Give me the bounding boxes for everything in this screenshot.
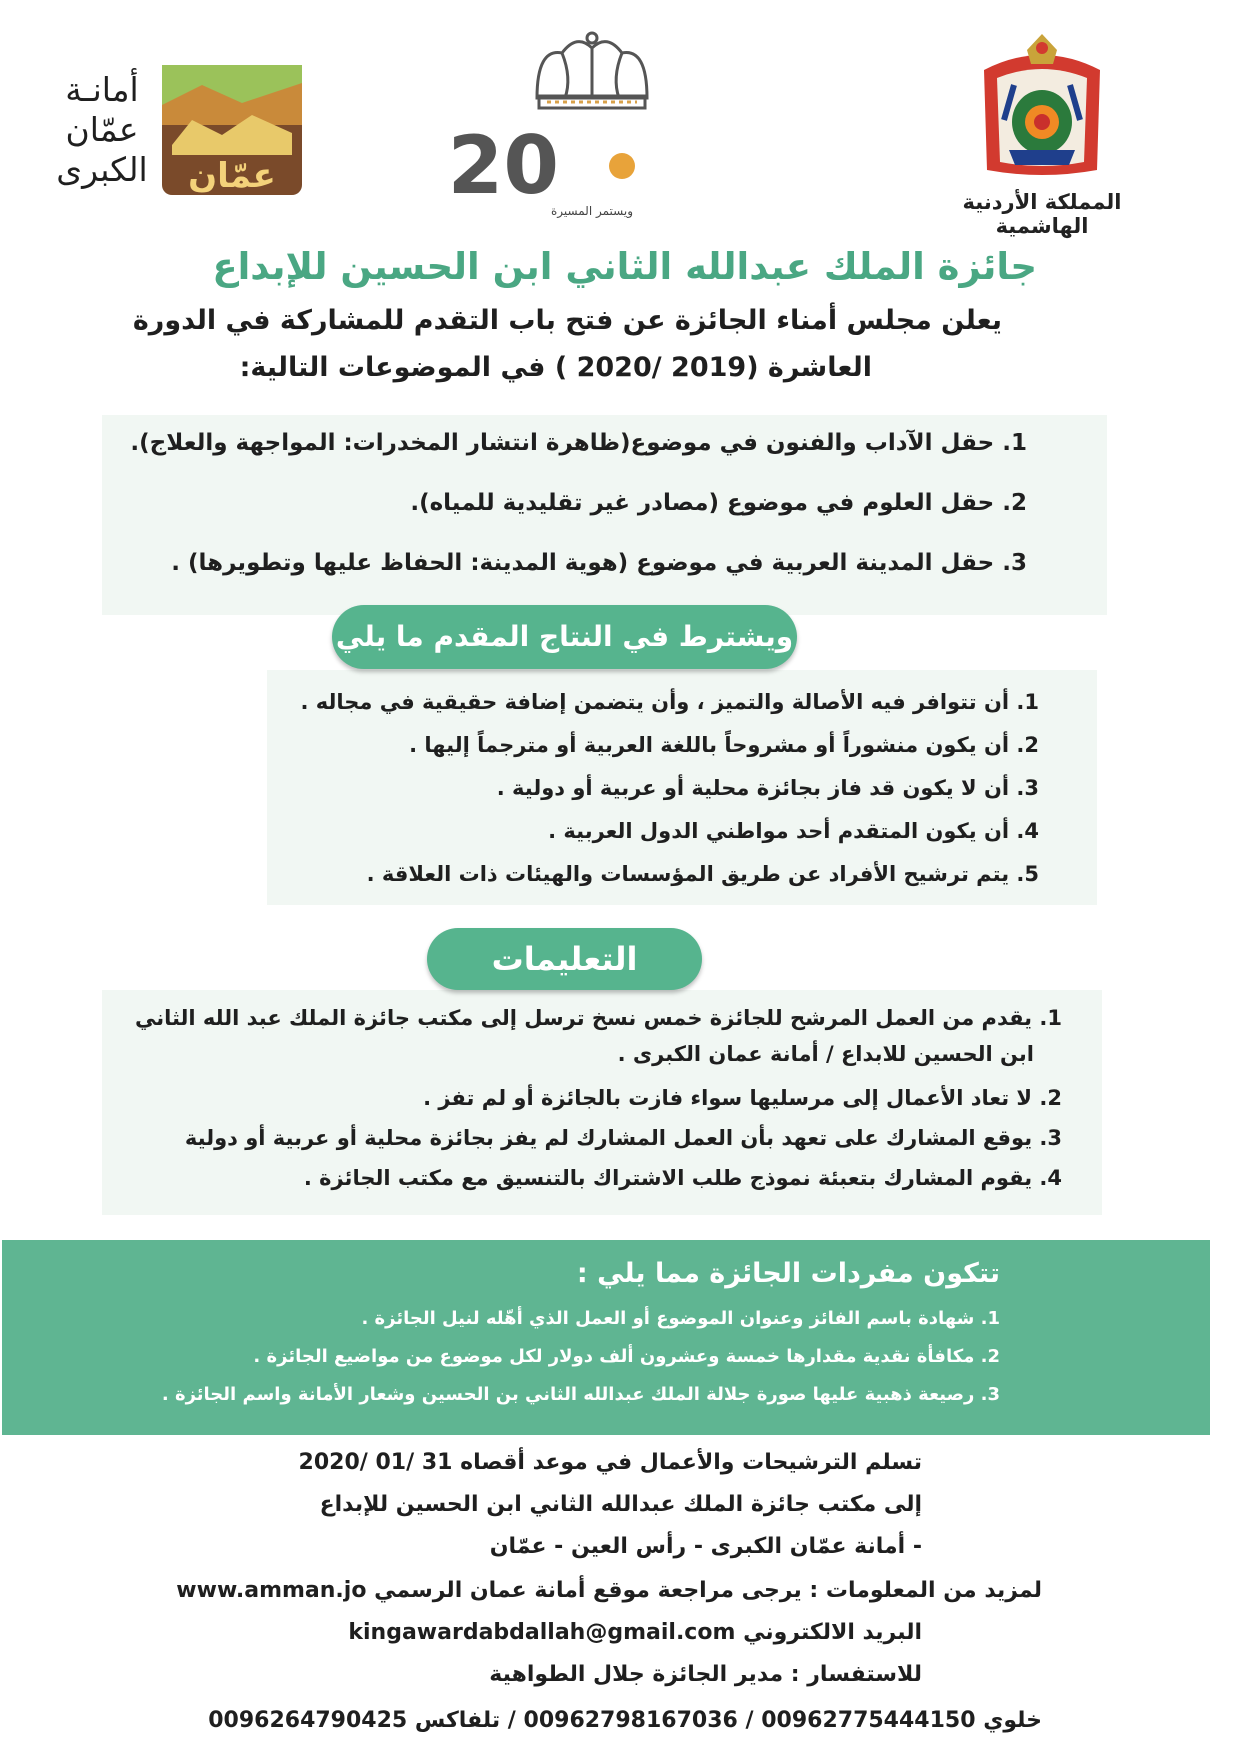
amman-logo-mark: عمّان — [188, 156, 276, 196]
instruction-item-2 — [102, 1080, 1062, 1116]
conditions-list — [267, 670, 1097, 905]
announcement-line-1: يعلن مجلس أمناء الجائزة عن فتح باب التقدم للمشاركة في الدورة — [132, 305, 1002, 336]
amman-logo-line-3: الكبرى — [56, 150, 148, 189]
condition-text: أن يكون المتقدم أحد مواطني الدول العربية . — [548, 819, 1010, 843]
anniversary-number: 20 — [447, 119, 559, 212]
footer-address: - أمانة عمّان الكبرى - رأس العين - عمّان — [489, 1534, 922, 1559]
footer-inquiry: للاستفسار : مدير الجائزة جلال الطواهية — [489, 1662, 922, 1687]
announcement-line-2: العاشرة (2019 /2020 ) في الموضوعات التالية: — [239, 352, 872, 383]
field-item-3 — [67, 550, 1027, 576]
condition-item-1 — [279, 690, 1039, 714]
fax-label: تلفاكس — [414, 1708, 501, 1733]
jordan-coat-of-arms-logo — [957, 30, 1127, 238]
instruction-item-3 — [102, 1120, 1062, 1156]
footer-info-line — [82, 1578, 1042, 1603]
field-item-1 — [67, 430, 1027, 456]
field-text: حقل الآداب والفنون في موضوع(ظاهرة انتشار المخدرات: المواجهة والعلاج). — [130, 430, 995, 456]
condition-text: يتم ترشيح الأفراد عن طريق المؤسسات والهيئات ذات العلاقة . — [366, 862, 1010, 886]
prize-heading: تتكون مفردات الجائزة مما يلي : — [576, 1258, 1000, 1289]
instruction-text: يوقع المشارك على تعهد بأن العمل المشارك لم يفز بجائزة محلية أو عربية أو دولية — [184, 1126, 1033, 1150]
condition-item-5 — [279, 862, 1039, 886]
condition-number: 3. — [1016, 776, 1039, 800]
condition-text: أن لا يكون قد فاز بجائزة محلية أو عربية أو دولية . — [496, 776, 1010, 800]
field-text: حقل العلوم في موضوع (مصادر غير تقليدية للمياه). — [410, 490, 995, 516]
field-item-2 — [67, 490, 1027, 516]
phone-separator: / — [507, 1708, 516, 1733]
field-text: حقل المدينة العربية في موضوع (هوية المدينة: الحفاظ عليها وتطويرها) . — [171, 550, 995, 576]
field-number: 2. — [1002, 490, 1027, 516]
condition-number: 5. — [1016, 862, 1039, 886]
mobile-label: خلوي — [983, 1708, 1042, 1733]
footer-deadline: تسلم الترشيحات والأعمال في موعد أقصاه 31 /01 /2020 — [298, 1450, 922, 1475]
prize-text: مكافأة نقدية مقدارها خمسة وعشرون ألف دولار لكل موضوع من مواضيع الجائزة . — [253, 1346, 975, 1367]
phone-separator: / — [745, 1708, 754, 1733]
condition-item-2 — [279, 733, 1039, 757]
instructions-heading: التعليمات — [427, 928, 702, 990]
condition-item-3 — [279, 776, 1039, 800]
footer-phones-line — [62, 1708, 1042, 1733]
prize-item-3 — [0, 1384, 1000, 1405]
condition-text: أن يكون منشوراً أو مشروحاً باللغة العربية أو مترجماً إليها . — [409, 733, 1010, 757]
fields-list — [102, 415, 1107, 615]
field-number: 1. — [1002, 430, 1027, 456]
instruction-number: 4. — [1039, 1166, 1062, 1190]
instruction-text: لا تعاد الأعمال إلى مرسليها سواء فازت بالجائزة أو لم تفز . — [423, 1086, 1033, 1110]
anniversary-20-logo — [447, 28, 667, 228]
amman-logo-line-1: أمانـة — [65, 70, 139, 109]
footer-office: إلى مكتب جائزة الملك عبدالله الثاني ابن الحسين للإبداع — [319, 1492, 922, 1517]
greater-amman-municipality-logo — [37, 60, 317, 210]
fax-number[interactable]: 0096264790425 — [208, 1708, 408, 1733]
instruction-text-continued: ابن الحسين للابداع / أمانة عمان الكبرى . — [617, 1042, 1034, 1066]
prize-number: 3. — [980, 1384, 1000, 1405]
prize-text: شهادة باسم الفائز وعنوان الموضوع أو العمل الذي أهّله لنيل الجائزة . — [361, 1308, 975, 1329]
email-link[interactable]: kingawardabdallah@gmail.com — [348, 1620, 736, 1645]
amman-logo-text — [37, 70, 167, 190]
condition-number: 2. — [1016, 733, 1039, 757]
condition-number: 1. — [1016, 690, 1039, 714]
anniversary-caption: ويستمر المسيرة — [551, 204, 633, 218]
amman-logo-line-2: عمّان — [65, 110, 139, 149]
prize-number: 2. — [980, 1346, 1000, 1367]
instruction-item-4 — [102, 1160, 1062, 1196]
field-number: 3. — [1002, 550, 1027, 576]
condition-number: 4. — [1016, 819, 1039, 843]
instruction-number: 3. — [1039, 1126, 1062, 1150]
kingdom-caption: المملكة الأردنية الهاشمية — [962, 190, 1122, 238]
prize-section — [2, 1240, 1210, 1435]
footer-email-label: البريد الالكتروني — [743, 1620, 922, 1645]
prize-number: 1. — [980, 1308, 1000, 1329]
footer-info-label: لمزيد من المعلومات : يرجى مراجعة موقع أمانة عمان الرسمي — [374, 1578, 1042, 1603]
instructions-list — [102, 990, 1102, 1215]
footer-email-line — [82, 1620, 922, 1645]
condition-item-4 — [279, 819, 1039, 843]
website-link[interactable]: www.amman.jo — [176, 1578, 367, 1603]
instruction-number: 2. — [1039, 1086, 1062, 1110]
coat-of-arms-icon — [969, 30, 1115, 180]
conditions-heading: ويشترط في النتاج المقدم ما يلي — [332, 605, 797, 669]
prize-item-1 — [0, 1308, 1000, 1329]
mobile-number-1[interactable]: 00962798167036 — [523, 1708, 738, 1733]
amman-emblem-icon — [162, 65, 302, 195]
instruction-text: يقوم المشارك بتعبئة نموذج طلب الاشتراك بالتنسيق مع مكتب الجائزة . — [303, 1166, 1033, 1190]
prize-item-2 — [0, 1346, 1000, 1367]
instruction-item-1 — [102, 1000, 1062, 1072]
instruction-number: 1. — [1039, 1006, 1062, 1030]
award-title: جائزة الملك عبدالله الثاني ابن الحسين للإبداع — [212, 245, 1037, 288]
instruction-text: يقدم من العمل المرشح للجائزة خمس نسخ ترسل إلى مكتب جائزة الملك عبد الله الثاني — [134, 1006, 1033, 1030]
mobile-number-2[interactable]: 00962775444150 — [761, 1708, 976, 1733]
condition-text: أن تتوافر فيه الأصالة والتميز ، وأن يتضمن إضافة حقيقية في مجاله . — [300, 690, 1010, 714]
prize-text: رصيعة ذهبية عليها صورة جلالة الملك عبدالله الثاني بن الحسين وشعار الأمانة واسم الجائزة . — [161, 1384, 975, 1405]
